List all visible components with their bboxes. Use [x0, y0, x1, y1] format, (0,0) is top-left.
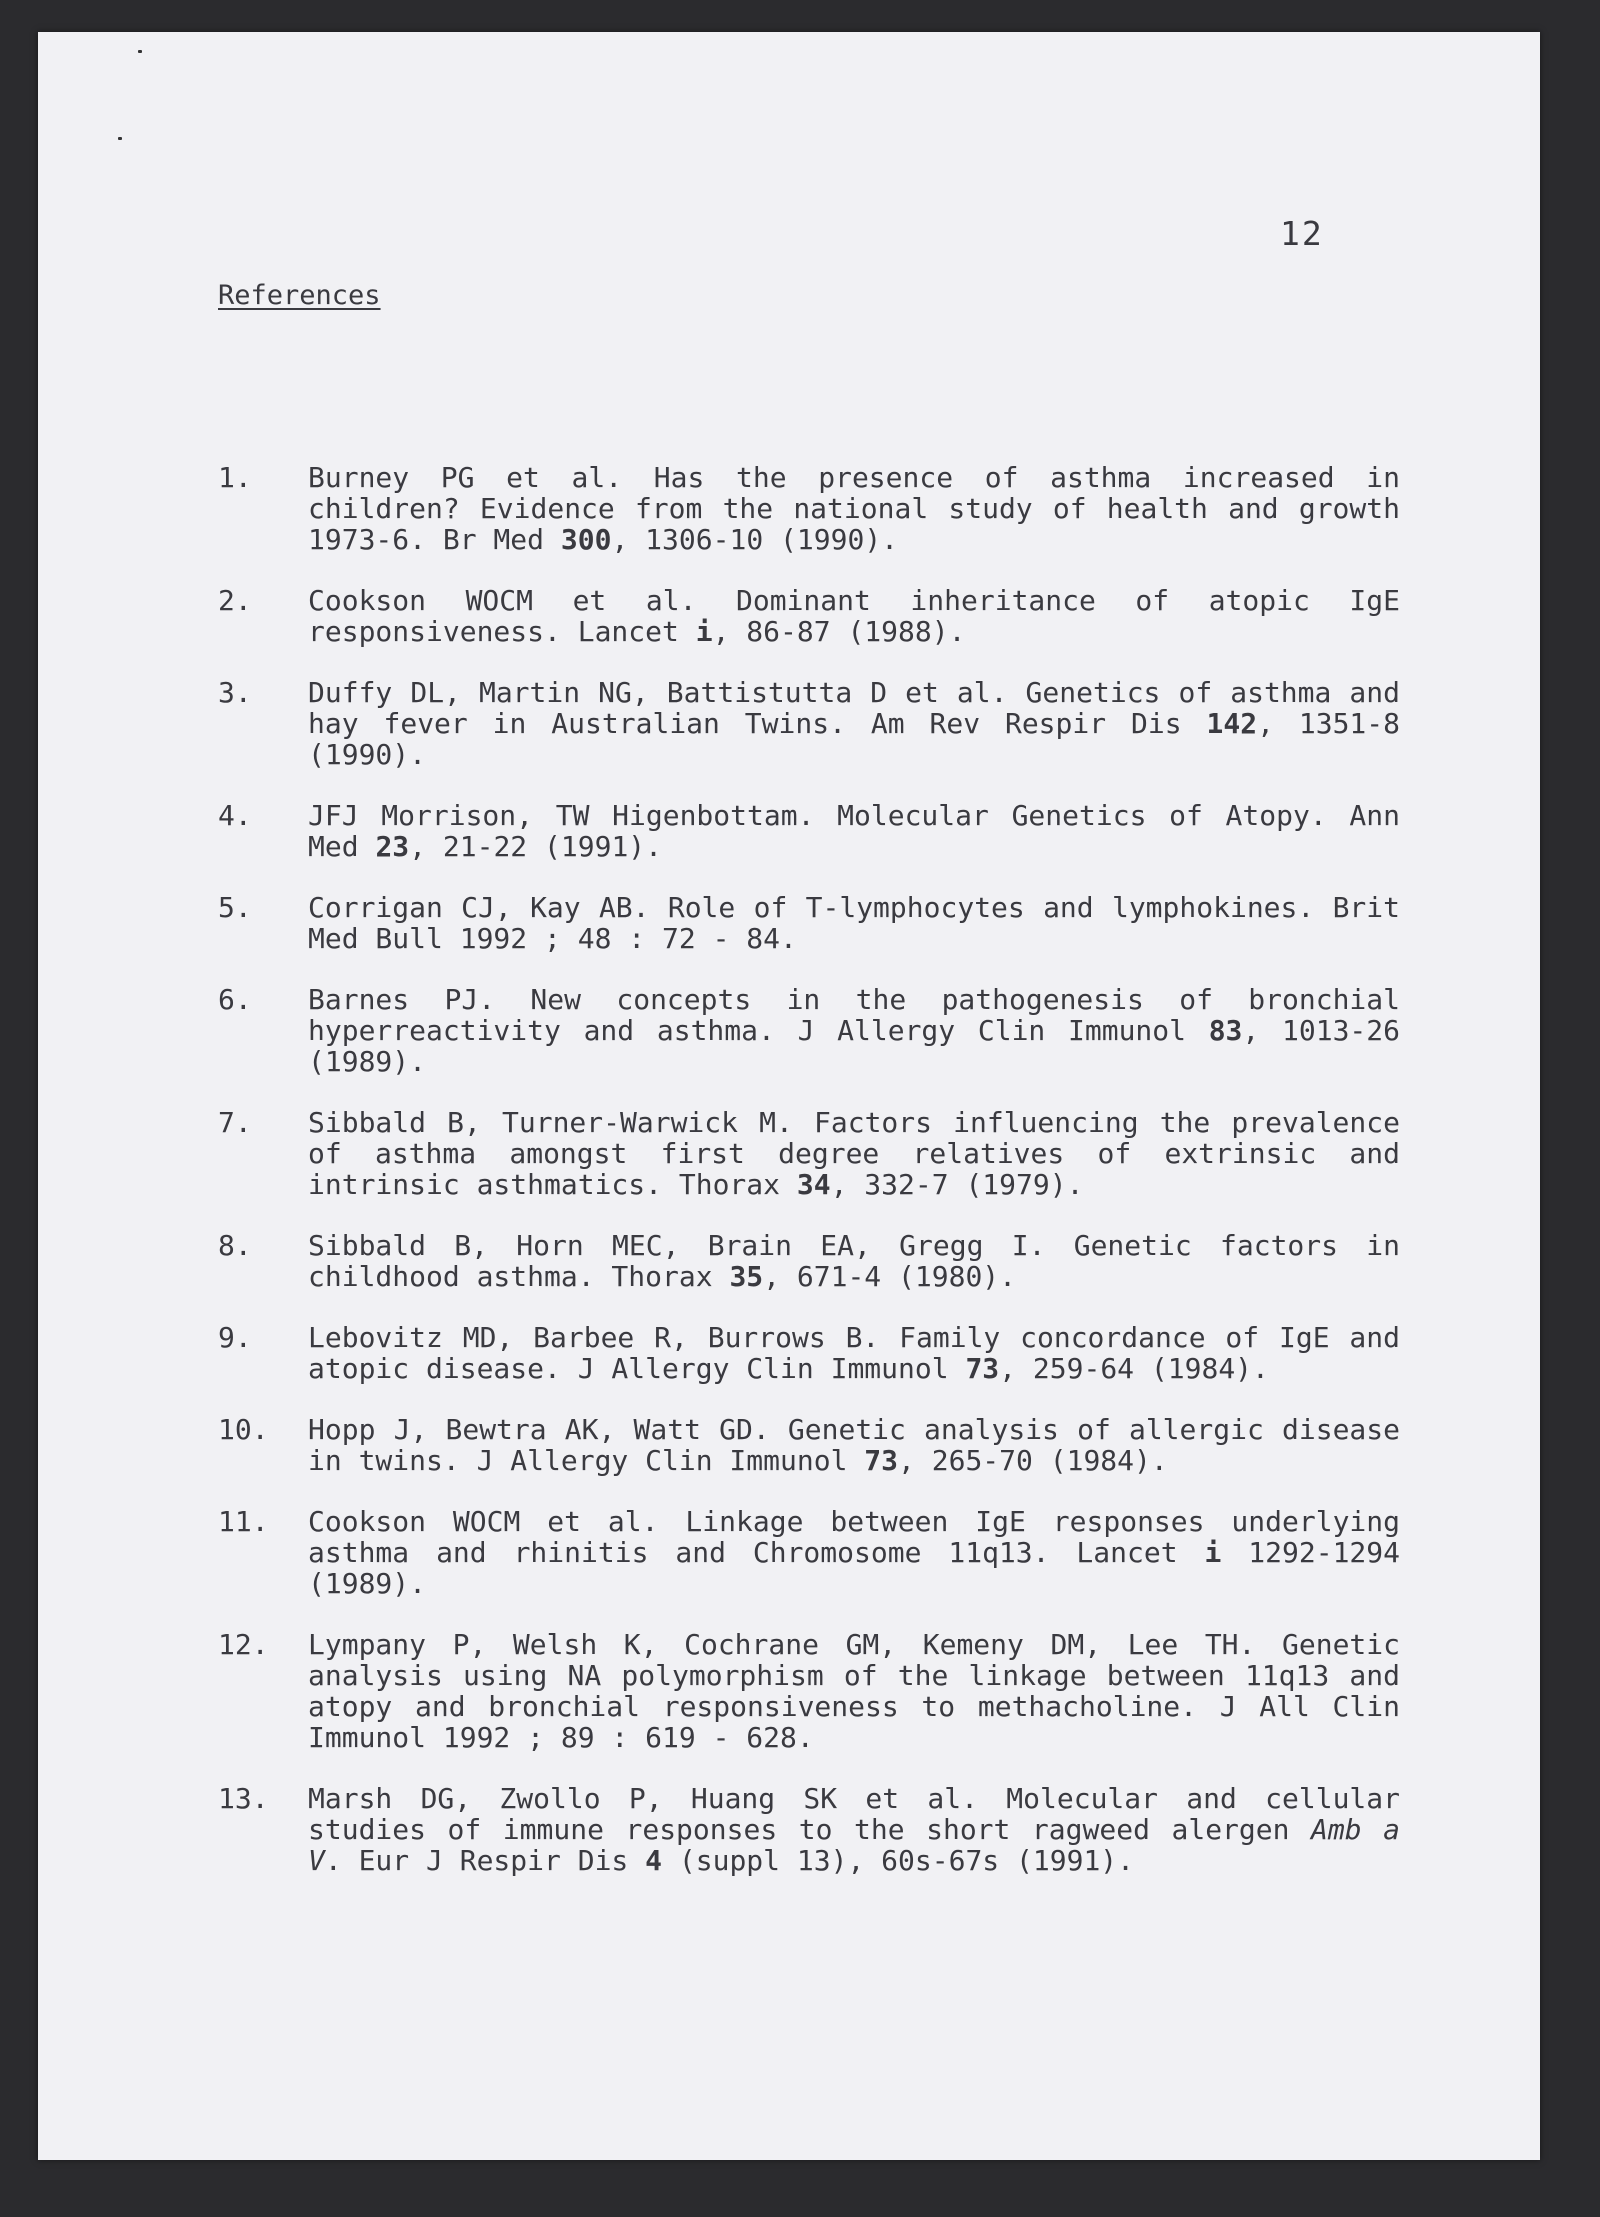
reference-text-run: JFJ Morrison, TW Higenbottam. Molecular Genetics of Atopy. Ann Med — [308, 799, 1400, 863]
reference-italic-term: Amb a V — [308, 1813, 1401, 1877]
reference-volume: 34 — [796, 1168, 831, 1201]
reference-item — [218, 984, 1400, 1077]
reference-volume: 83 — [1208, 1014, 1243, 1047]
page-number: 12 — [1280, 214, 1324, 253]
document-page — [38, 32, 1540, 2160]
reference-text-run: Barnes PJ. New concepts in the pathogenesis of bronchial hyperreactivity and asthma. J Allergy Clin Immunol — [308, 983, 1400, 1047]
reference-text — [308, 984, 1400, 1077]
reference-item — [218, 1230, 1400, 1292]
reference-number: 9. — [218, 1321, 252, 1354]
reference-text — [308, 677, 1400, 770]
scan-speck — [118, 137, 122, 140]
reference-text — [308, 892, 1400, 954]
reference-text-run: , 1351-8 (1990). — [308, 707, 1401, 771]
reference-item — [218, 1783, 1400, 1876]
reference-text-run: , 86-87 (1988). — [712, 615, 966, 648]
references-heading: References — [218, 280, 381, 311]
reference-text-run: Duffy DL, Martin NG, Battistutta D et al. Genetics of asthma and hay fever in Australian Twins. Am Rev Respir Dis — [308, 676, 1400, 740]
reference-item — [218, 1629, 1400, 1753]
reference-number: 6. — [218, 983, 252, 1016]
reference-text-run: , 671-4 (1980). — [763, 1260, 1017, 1293]
reference-number: 10. — [218, 1413, 269, 1446]
reference-volume: 73 — [864, 1444, 899, 1477]
reference-text — [308, 1230, 1400, 1292]
reference-item — [218, 800, 1400, 862]
reference-text-run: , 21-22 (1991). — [409, 830, 663, 863]
reference-number: 1. — [218, 461, 252, 494]
reference-text-run: . Eur J Respir Dis — [324, 1844, 646, 1877]
reference-text-run: Hopp J, Bewtra AK, Watt GD. Genetic analysis of allergic disease in twins. J Allergy Clin Immunol — [308, 1413, 1400, 1477]
reference-text-run: Marsh DG, Zwollo P, Huang SK et al. Molecular and cellular studies of immune responses to the short ragweed alergen — [308, 1782, 1400, 1846]
reference-text-run: (suppl 13), 60s-67s (1991). — [662, 1844, 1135, 1877]
reference-text-run: , 265-70 (1984). — [898, 1444, 1168, 1477]
reference-text-run: , 1306-10 (1990). — [611, 523, 899, 556]
reference-text-run: Cookson WOCM et al. Linkage between IgE responses underlying asthma and rhinitis and Chromosome 11q13. Lancet — [308, 1505, 1400, 1569]
reference-text — [308, 585, 1400, 647]
reference-text — [308, 1322, 1400, 1384]
reference-text — [308, 1506, 1400, 1599]
reference-text-run: , 259-64 (1984). — [999, 1352, 1269, 1385]
reference-volume: i — [695, 615, 713, 648]
scan-speck — [138, 50, 142, 53]
reference-volume: 73 — [965, 1352, 1000, 1385]
reference-number: 4. — [218, 799, 252, 832]
reference-text-run: Lebovitz MD, Barbee R, Burrows B. Family concordance of IgE and atopic disease. J Allergy Clin Immunol — [308, 1321, 1400, 1385]
reference-number: 7. — [218, 1106, 252, 1139]
reference-text — [308, 1107, 1400, 1200]
reference-text-run: , 1013-26 (1989). — [308, 1014, 1400, 1078]
reference-text — [308, 462, 1400, 555]
reference-text-run: 1292-1294 (1989). — [308, 1536, 1401, 1600]
reference-text — [308, 800, 1400, 862]
reference-item — [218, 462, 1400, 555]
reference-number: 2. — [218, 584, 252, 617]
reference-text — [308, 1783, 1400, 1876]
reference-volume: 300 — [560, 523, 612, 556]
reference-volume: 4 — [645, 1844, 663, 1877]
reference-item — [218, 1414, 1400, 1476]
reference-text-run: Corrigan CJ, Kay AB. Role of T-lymphocytes and lymphokines. Brit Med Bull 1992 ; 48 : 72 - 84. — [308, 891, 1400, 955]
reference-text-run: Cookson WOCM et al. Dominant inheritance of atopic IgE responsiveness. Lancet — [308, 584, 1400, 648]
reference-text-run: Lympany P, Welsh K, Cochrane GM, Kemeny DM, Lee TH. Genetic analysis using NA polymorphism of the linkage between 11q13 and atopy and bronchial responsiveness to methacholine. J All Clin Immunol 1992 ; 89 : 619 - 628. — [308, 1628, 1400, 1754]
reference-number: 12. — [218, 1628, 269, 1661]
reference-number: 13. — [218, 1782, 269, 1815]
reference-text-run: Sibbald B, Turner-Warwick M. Factors influencing the prevalence of asthma amongst first degree relatives of extrinsic and intrinsic asthmatics. Thorax — [308, 1106, 1400, 1201]
reference-volume: 35 — [729, 1260, 764, 1293]
reference-text — [308, 1629, 1400, 1753]
reference-volume: 23 — [375, 830, 410, 863]
reference-item — [218, 1322, 1400, 1384]
reference-text — [308, 1414, 1400, 1476]
reference-item — [218, 1107, 1400, 1200]
reference-text-run: , 332-7 (1979). — [830, 1168, 1084, 1201]
reference-item — [218, 1506, 1400, 1599]
reference-item — [218, 585, 1400, 647]
reference-volume: 142 — [1206, 707, 1258, 740]
reference-number: 11. — [218, 1505, 269, 1538]
reference-item — [218, 892, 1400, 954]
reference-volume: i — [1204, 1536, 1222, 1569]
reference-list — [218, 462, 1400, 1906]
reference-number: 5. — [218, 891, 252, 924]
reference-text-run: Burney PG et al. Has the presence of asthma increased in children? Evidence from the national study of health and growth 1973-6. Br Med — [308, 461, 1400, 556]
reference-text-run: Sibbald B, Horn MEC, Brain EA, Gregg I. Genetic factors in childhood asthma. Thorax — [308, 1229, 1400, 1293]
reference-number: 8. — [218, 1229, 252, 1262]
reference-number: 3. — [218, 676, 252, 709]
reference-item — [218, 677, 1400, 770]
